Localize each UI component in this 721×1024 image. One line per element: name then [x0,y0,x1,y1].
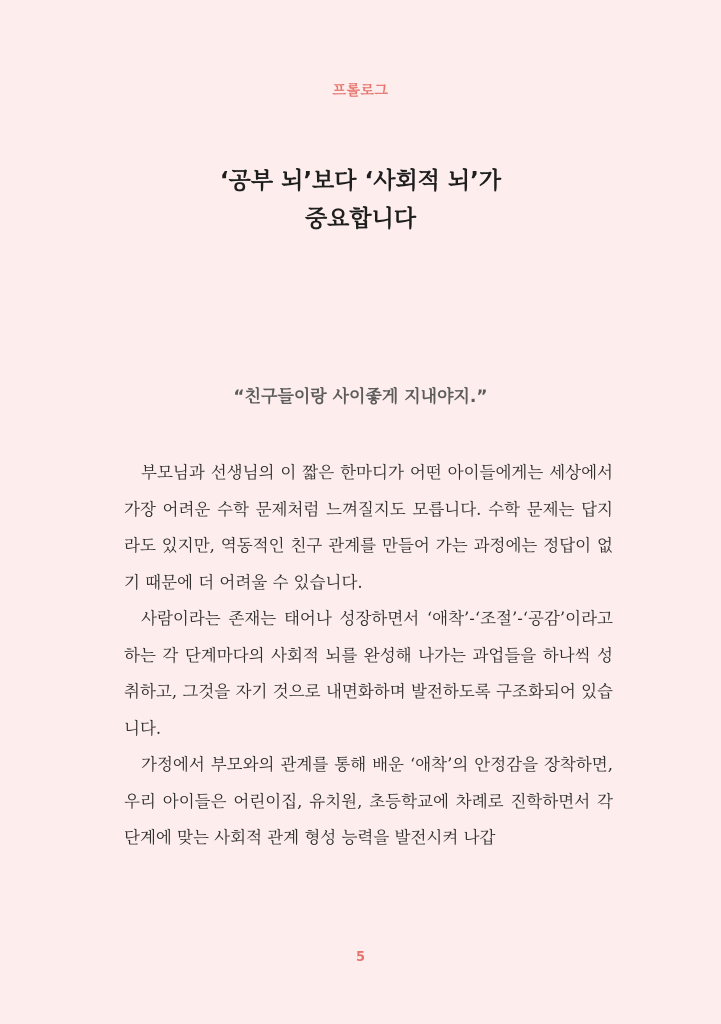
chapter-title [0,162,721,238]
chapter-title-line-2: 중요합니다 [304,206,417,232]
page-number: 5 [355,950,366,965]
paragraph: 가정에서 부모와의 관계를 통해 배운 ‘애착’의 안정감을 장착하면, 우리 아이들은 어린이집, 유치원, 초등학교에 차례로 진학하면서 각 단계에 맞는 사회적 관계 형성 능력을 발전시켜 나갑 [124,755,613,847]
body-text [124,455,613,857]
chapter-title-line-1: ‘공부 뇌’보다 ‘사회적 뇌’가 [219,168,502,194]
paragraph: 부모님과 선생님의 이 짧은 한마디가 어떤 아이들에게는 세상에서 가장 어려운 수학 문제처럼 느껴질지도 모릅니다. 수학 문제는 답지라도 있지만, 역동적인 친구 관계를 만들어 가는 과정에는 정답이 없기 때문에 더 어려울 수 있습니다. [124,463,613,592]
opening-quote: “친구들이랑 사이좋게 지내야지.” [233,387,488,407]
paragraph: 사람이라는 존재는 태어나 성장하면서 ‘애착’-‘조절’-‘공감’이라고 하는 각 단계마다의 사회적 뇌를 완성해 나가는 과업들을 하나씩 성취하고, 그것을 자기 것으로 내면화하며 발전하도록 구조화되어 있습니다. [124,609,613,738]
section-label: 프롤로그 [332,83,389,99]
